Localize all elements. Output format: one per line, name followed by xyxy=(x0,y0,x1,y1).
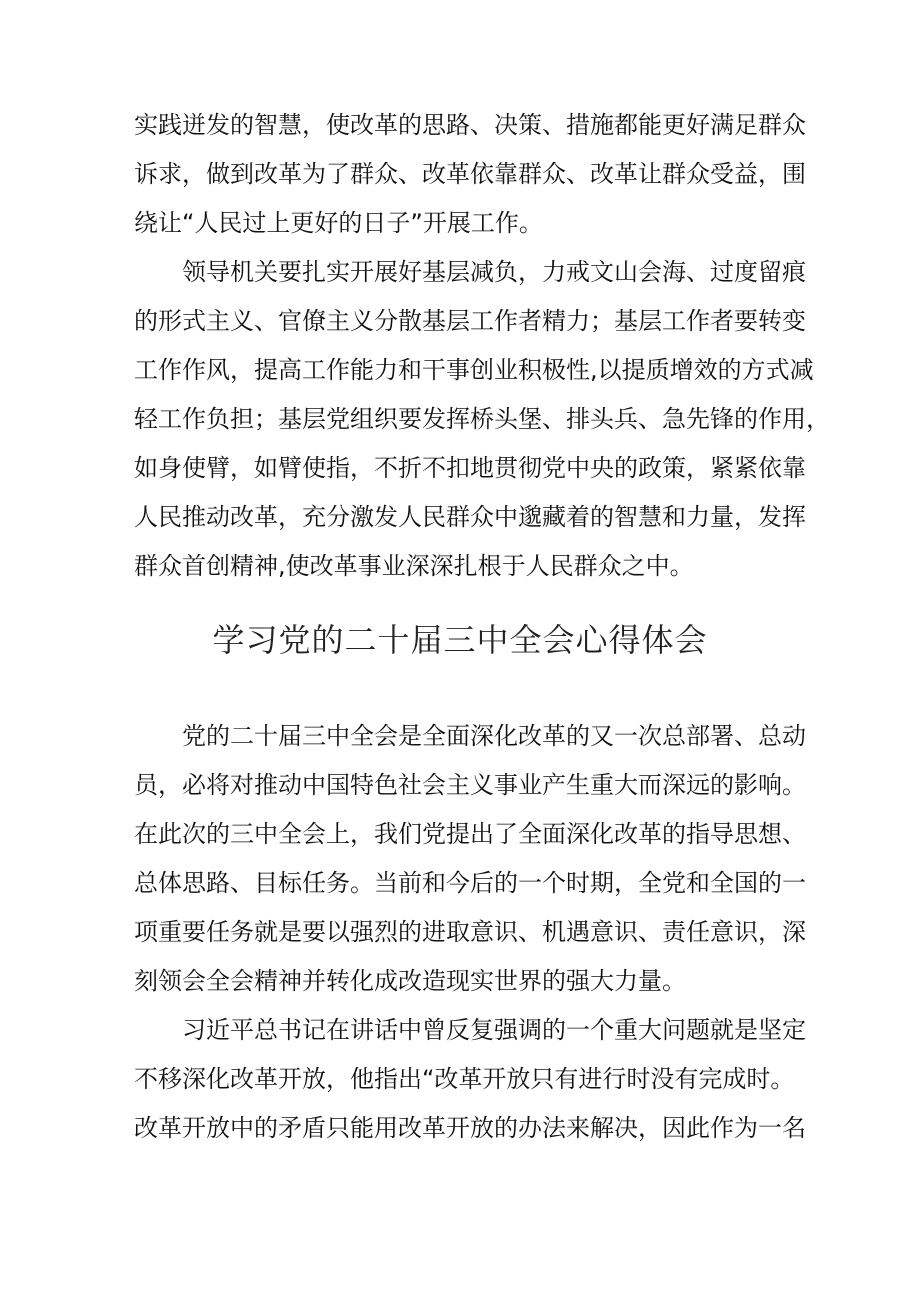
text-line: 不移深化改革开放，他指出“改革开放只有进行时没有完成时。 xyxy=(134,1065,795,1093)
text-line: 轻工作负担；基层党组织要发挥桥头堡、排头兵、急先锋的作用， xyxy=(134,405,830,433)
paragraph-first-line: 习近平总书记在讲话中曾反复强调的一个重大问题就是坚定 xyxy=(182,1016,806,1044)
text-line: 项重要任务就是要以强烈的进取意识、机遇意识、责任意识，深 xyxy=(134,918,806,946)
text-line: 实践迸发的智慧，使改革的思路、决策、措施都能更好满足群众 xyxy=(134,111,806,139)
paragraph-first-line: 党的二十届三中全会是全面深化改革的又一次总部署、总动 xyxy=(182,722,806,750)
text-line: 诉求，做到改革为了群众、改革依靠群众、改革让群众受益，围 xyxy=(134,160,806,188)
text-line: 如身使臂，如臂使指，不折不扣地贯彻党中央的政策，紧紧依靠 xyxy=(134,454,806,482)
text-line: 人民推动改革，充分激发人民群众中邈藏着的智慧和力量，发挥 xyxy=(134,503,806,531)
text-line: 在此次的三中全会上，我们党提出了全面深化改革的指导思想、 xyxy=(134,820,806,848)
body-text-block-2 xyxy=(134,712,806,1153)
article-title: 学习党的二十届三中全会心得体会 xyxy=(212,621,708,659)
text-line: 工作作风，提高工作能力和干事创业积极性,以提质增效的方式减 xyxy=(134,356,814,384)
text-line: 绕让“人民过上更好的日子”开展工作。 xyxy=(134,209,543,237)
text-line: 群众首创精神,使改革事业深深扎根于人民群众之中。 xyxy=(134,552,694,580)
text-line: 刻领会全会精神并转化成改造现实世界的强大力量。 xyxy=(134,967,686,995)
body-text-block-1 xyxy=(134,101,830,591)
text-line: 总体思路、目标任务。当前和今后的一个时期，全党和全国的一 xyxy=(134,869,806,897)
text-line: 改革开放中的矛盾只能用改革开放的办法来解决，因此作为一名 xyxy=(134,1114,806,1142)
text-line: 员，必将对推动中国特色社会主义事业产生重大而深远的影响。 xyxy=(134,771,806,799)
paragraph-first-line: 领导机关要扎实开展好基层减负，力戒文山会海、过度留痕 xyxy=(182,258,806,286)
text-line: 的形式主义、官僚主义分散基层工作者精力；基层工作者要转变 xyxy=(134,307,806,335)
